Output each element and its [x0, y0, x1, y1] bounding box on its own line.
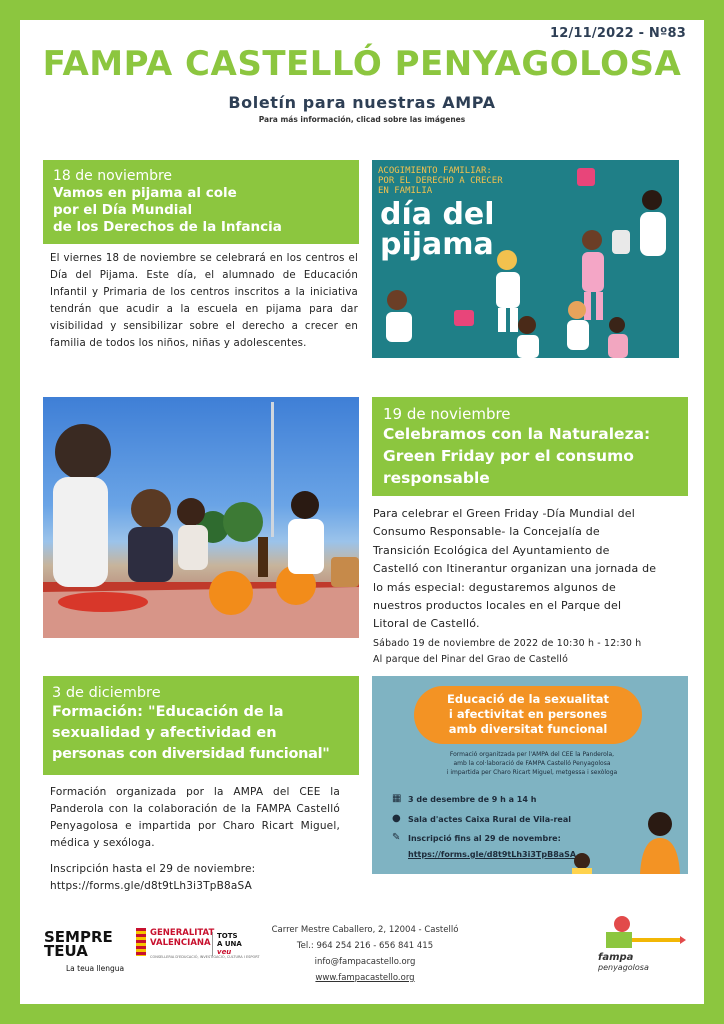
pijama-tag-line: EN FAMILIA [378, 186, 433, 196]
article3-signup-link[interactable]: https://forms.gle/d8t9tLh3i3TpB8aSA [50, 880, 252, 892]
newsletter-title: FAMPA CASTELLÓ PENYAGOLOSA [42, 44, 682, 84]
article3-signup-line: Inscripción hasta el 29 de noviembre: [50, 863, 256, 875]
sempre-teua-subtitle: La teua llengua [66, 964, 125, 973]
article2-body-line: nuestros productos locales en el Parque del [373, 599, 622, 613]
tots-line: TOTS [217, 932, 238, 940]
pijama-tag-line: POR EL DERECHO A CRECER [378, 176, 503, 186]
article3-title-line: sexualidad y afectividad en [52, 725, 277, 741]
fampa-logo-mark [596, 914, 686, 954]
issue-number: 12/11/2022 - Nº83 [549, 26, 686, 41]
tots-line: veu [217, 948, 232, 956]
article2-title-line: Celebramos con la Naturaleza: [383, 425, 651, 443]
poster-link[interactable]: https://forms.gle/d8t9tLh3i3TpB8aSA [408, 850, 577, 859]
article1-title-line: de los Derechos de la Infancia [53, 219, 282, 235]
article2-body-line: Para celebrar el Green Friday -Día Mundial del [373, 507, 636, 520]
article2-schedule [373, 636, 693, 668]
article2-body-line: lo más especial: degustaremos algunos de [373, 580, 616, 594]
sempre-teua-logo [44, 930, 113, 958]
fampa-penyagolosa-logo [596, 914, 686, 974]
pijama-big-line: pijama [380, 227, 494, 262]
penyagolosa-logo-word: penyagolosa [598, 963, 649, 972]
people-illustration [372, 676, 688, 874]
picnic-scene [43, 397, 359, 638]
sexuality-training-poster[interactable] [372, 676, 688, 874]
poster-organizers-line: amb la col·laboració de FAMPA Castelló Penyagolosa [453, 760, 611, 767]
article3-title-line: Formación: "Educación de la [52, 704, 284, 720]
poster-where-text: Sala d'actes Caixa Rural de Vila-real [408, 814, 571, 824]
poster-signup-text: Inscripció fins al 29 de novembre: [408, 833, 561, 843]
address: Carrer Mestre Caballero, 2, 12004 - Castelló [271, 925, 459, 935]
article3-signup [50, 861, 350, 895]
article3-date: 3 de diciembre [52, 685, 161, 701]
article3-header [43, 676, 359, 775]
article2-body-line: Transición Ecológica del Ayuntamiento de [373, 543, 610, 557]
poster-title-line: i afectivitat en persones [448, 707, 608, 721]
sempre-line: SEMPRE [44, 928, 113, 946]
newsletter-subtitle: Boletín para nuestras AMPA [228, 93, 496, 112]
article2-title-line: responsable [383, 469, 490, 487]
picnic-photo[interactable] [43, 397, 359, 638]
gva-name-line: GENERALITAT [150, 928, 215, 938]
poster-organizers-line: i impartida per Charo Ricart Miguel, metgessa i sexòloga [446, 769, 618, 776]
generalitat-logo [134, 926, 260, 966]
article1-title-line: Vamos en pijama al cole [53, 185, 237, 201]
email-link[interactable]: info@fampacastello.org [314, 957, 416, 967]
article2-date: 19 de noviembre [383, 405, 511, 423]
fampa-logo-text [598, 952, 686, 972]
tots-a-una-veu [212, 932, 242, 956]
article1-body: El viernes 18 de noviembre se celebrará en los centros el Día del Pijama. Este día, el alumnado de Educación Infantil y Primaria de los centros inscritos a la iniciativa tendrán que acudir a la escuela en pijama para dar visibilidad y sensibilizar sobre el derecho a crecer en familia de todos los niños, niñas y adolescentes. [50, 253, 358, 349]
fampa-logo-word: fampa [598, 952, 634, 963]
phone: Tel.: 964 254 216 - 656 841 415 [296, 941, 434, 951]
poster-when-text: 3 de desembre de 9 h a 14 h [408, 794, 537, 804]
tots-line: A UNA [217, 940, 242, 948]
article1-title-line: por el Día Mundial [53, 202, 193, 218]
article3-body: Formación organizada por la AMPA del CEE la Panderola con la colaboración de la FAMPA Castelló Penyagolosa e impartida por Charo Ricart Miguel, médica y sexóloga. [50, 786, 340, 849]
pijama-day-image[interactable] [372, 160, 679, 358]
article2-schedule-line: Al parque del Pinar del Grao de Castelló [373, 654, 569, 665]
website-link[interactable]: www.fampacastello.org [315, 973, 415, 983]
article2-schedule-line: Sábado 19 de noviembre de 2022 de 10:30 h - 12:30 h [373, 638, 642, 649]
senyera-stripes [136, 928, 146, 956]
article2-body-line: Litoral de Castelló. [373, 617, 480, 631]
poster-title-line: amb diversitat funcional [448, 722, 608, 736]
article2-body-line: Consumo Responsable- la Concejalía de [373, 525, 600, 539]
article2-body-line: Castelló con Itinerantur organizan una jornada de [373, 562, 657, 576]
kids-illustration [372, 160, 679, 358]
poster-organizers-line: Formació organitzada per l'AMPA del CEE la Panderola, [449, 751, 615, 758]
contact-block [250, 922, 480, 986]
gva-name [150, 928, 214, 948]
calendar-icon: ▦ [392, 793, 402, 804]
click-note: Para más información, clicad sobre las imágenes [258, 115, 466, 124]
sempre-line: TEUA [44, 942, 88, 960]
pijama-tag-line: ACOGIMIENTO FAMILIAR: [378, 166, 492, 176]
article1-header [43, 160, 359, 244]
location-pin-icon: ● [392, 813, 401, 824]
pijama-big-line: día del [380, 197, 495, 232]
article3-title-line: personas con diversidad funcional" [52, 746, 330, 762]
article2-body [373, 505, 688, 634]
gva-subtitle: CONSELLERIA D'EDUCACIÓ, INVESTIGACIÓ, CULTURA I ESPORT [150, 955, 260, 959]
article2-header [372, 397, 688, 496]
article2-title-line: Green Friday por el consumo [383, 447, 634, 465]
article1-date: 18 de noviembre [53, 168, 173, 184]
gva-name-line: VALENCIANA [150, 938, 211, 948]
edit-icon: ✎ [392, 832, 401, 843]
poster-title-line: Educació de la sexualitat [447, 692, 609, 706]
